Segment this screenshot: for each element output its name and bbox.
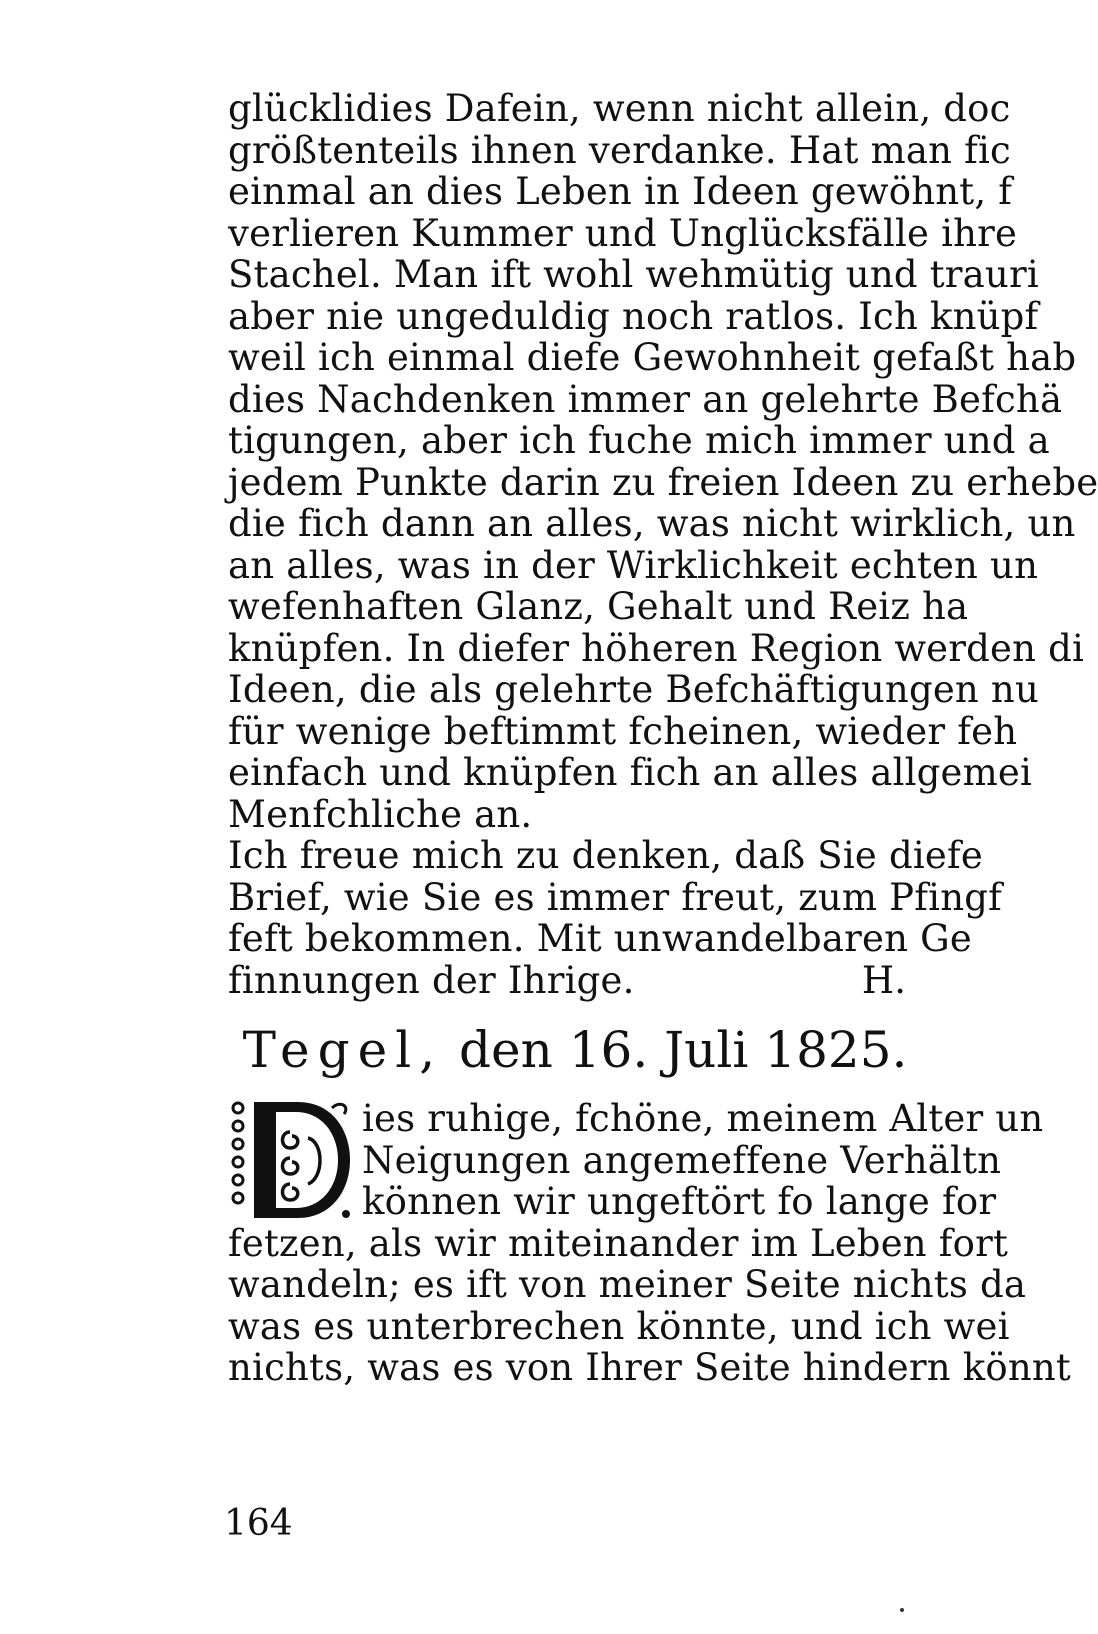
text-line: dies Nachdenken immer an gelehrte Befchä [228,377,1063,421]
text-line: einmal an dies Leben in Ideen gewöhnt, f [228,170,1013,213]
text-line: jedem Punkte darin zu freien Ideen zu erhebe [228,460,1098,504]
text-line: wefenhaften Glanz, Gehalt und Reiz ha [228,585,969,628]
text-line: Brief, wie Sie es immer freut, zum Pfingf [228,875,1002,919]
text-line: an alles, was in der Wirklichkeit echten un [228,543,1039,587]
letter-body [228,87,1098,1002]
page-number: 164 [224,1503,293,1544]
text-line: Stachel. Man ift wohl wehmütig und trauri [228,253,1039,296]
text-line: die fich dann an alles, was nicht wirklich, un [228,502,1076,545]
text-line: verlieren Kummer und Unglücksfälle ihre [228,211,1018,255]
text-line: Ich freue mich zu denken, daß Sie diefe [228,834,983,877]
text-line: Neigungen angemeffene Verhältn [362,1138,1002,1182]
initial-adjacent-text [362,1097,1044,1223]
text-line: fetzen, als wir miteinander im Leben fort [228,1221,1009,1265]
text-line: ies ruhige, fchöne, meinem Alter un [362,1097,1044,1140]
text-line: nichts, was es von Ihrer Seite hindern könnt [228,1346,1071,1389]
speck-mark [900,1608,904,1612]
letter-body-2 [228,1097,1071,1389]
text-line: können wir ungeftört fo lange for [362,1180,997,1223]
text-line: wandeln; es ift von meiner Seite nichts da [228,1263,1027,1306]
heading-date: den 16. Juli 1825. [459,1021,908,1079]
text-line: feft bekommen. Mit unwandelbaren Ge [228,917,972,960]
text-line: einfach und knüpfen fich an alles allgemei [228,751,1033,794]
decorated-initial-icon [228,1098,352,1222]
text-line: für wenige beftimmt fcheinen, wieder feh [228,709,1018,753]
letter-heading [0,1020,1000,1080]
text-line: größtenteils ihnen verdanke. Hat man fic [228,128,1011,172]
text-line: weil ich einmal diefe Gewohnheit gefaßt hab [228,336,1077,379]
text-line: finnungen der Ihrige. H. [228,958,907,1002]
initial-paragraph [228,1097,1044,1223]
text-line: tigungen, aber ich fuche mich immer und a [228,419,1050,462]
text-line: knüpfen. In diefer höheren Region werden di [228,626,1085,670]
text-line: aber nie ungeduldig noch ratlos. Ich knüpf [228,294,1039,338]
text-line: Ideen, die als gelehrte Befchäftigungen nu [228,668,1039,711]
text-line: glücklidies Dafein, wenn nicht allein, doc [228,87,1011,130]
heading-place: Tegel, [242,1021,444,1079]
text-line: was es unterbrechen könnte, und ich wei [228,1304,1010,1348]
text-line: Menfchliche an. [228,792,533,836]
